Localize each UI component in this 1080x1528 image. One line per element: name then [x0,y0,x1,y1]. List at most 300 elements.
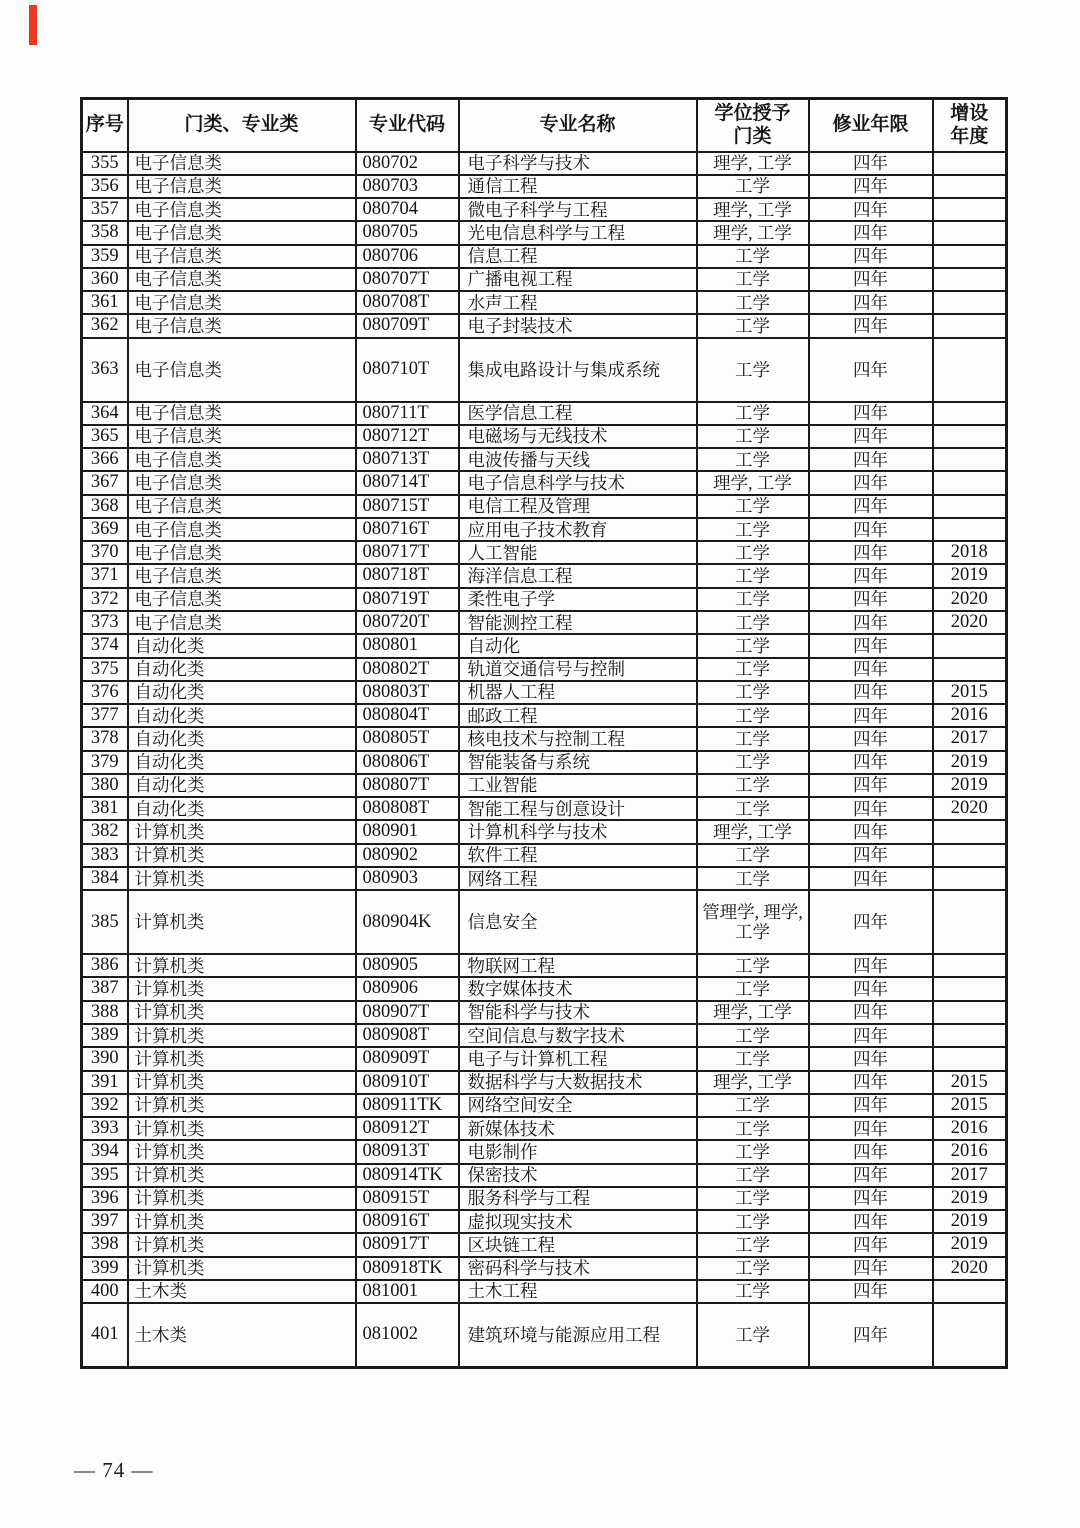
cell-category: 自动化类 [128,751,356,774]
cell-year_added: 2019 [933,1187,1007,1210]
cell-category: 自动化类 [128,797,356,820]
table-row [82,338,1007,402]
cell-code: 080901 [356,820,459,843]
cell-code: 080718T [356,564,459,587]
cell-degree: 工学 [697,1210,809,1233]
table-row [82,658,1007,681]
cell-code: 080905 [356,954,459,977]
table-row [82,425,1007,448]
cell-degree: 工学 [697,1164,809,1187]
cell-name: 空间信息与数字技术 [459,1024,697,1047]
cell-name: 区块链工程 [459,1233,697,1256]
cell-year_added [933,1001,1007,1024]
cell-code: 080917T [356,1233,459,1256]
cell-name: 光电信息科学与工程 [459,221,697,244]
cell-no: 365 [82,425,128,448]
cell-code: 080916T [356,1210,459,1233]
cell-category: 计算机类 [128,954,356,977]
cell-degree: 工学 [697,541,809,564]
cell-year_added [933,175,1007,198]
cell-no: 401 [82,1303,128,1367]
cell-name: 微电子科学与工程 [459,198,697,221]
cell-category: 电子信息类 [128,221,356,244]
cell-category: 计算机类 [128,1140,356,1163]
cell-years: 四年 [809,291,933,314]
cell-year_added: 2020 [933,797,1007,820]
cell-degree: 理学, 工学 [697,1071,809,1094]
cell-year_added [933,291,1007,314]
cell-no: 382 [82,820,128,843]
cell-degree: 工学 [697,704,809,727]
header-row [82,99,1007,152]
cell-degree: 工学 [697,1094,809,1117]
cell-code: 081001 [356,1280,459,1303]
cell-name: 医学信息工程 [459,402,697,425]
cell-name: 电信工程及管理 [459,495,697,518]
cell-year_added: 2019 [933,751,1007,774]
cell-years: 四年 [809,541,933,564]
cell-name: 轨道交通信号与控制 [459,658,697,681]
cell-code: 080903 [356,867,459,890]
cell-code: 080902 [356,844,459,867]
cell-no: 373 [82,611,128,634]
cell-code: 080804T [356,704,459,727]
cell-code: 080714T [356,471,459,494]
cell-category: 电子信息类 [128,611,356,634]
cell-code: 080913T [356,1140,459,1163]
table-row [82,1257,1007,1280]
cell-code: 080717T [356,541,459,564]
cell-code: 080908T [356,1024,459,1047]
cell-year_added: 2020 [933,588,1007,611]
cell-years: 四年 [809,564,933,587]
cell-no: 363 [82,338,128,402]
cell-category: 电子信息类 [128,268,356,291]
cell-category: 电子信息类 [128,175,356,198]
cell-code: 080712T [356,425,459,448]
cell-category: 计算机类 [128,820,356,843]
cell-years: 四年 [809,751,933,774]
cell-no: 391 [82,1071,128,1094]
cell-no: 367 [82,471,128,494]
cell-code: 080719T [356,588,459,611]
cell-no: 372 [82,588,128,611]
table-row [82,1094,1007,1117]
cell-name: 物联网工程 [459,954,697,977]
cell-no: 381 [82,797,128,820]
cell-no: 374 [82,634,128,657]
cell-degree: 工学 [697,291,809,314]
cell-year_added [933,448,1007,471]
cell-years: 四年 [809,774,933,797]
cell-years: 四年 [809,1187,933,1210]
cell-years: 四年 [809,402,933,425]
cell-no: 370 [82,541,128,564]
cell-code: 080703 [356,175,459,198]
cell-years: 四年 [809,1303,933,1367]
cell-no: 387 [82,977,128,1000]
cell-no: 394 [82,1140,128,1163]
cell-degree: 工学 [697,402,809,425]
cell-years: 四年 [809,681,933,704]
cell-category: 电子信息类 [128,471,356,494]
cell-category: 计算机类 [128,1071,356,1094]
cell-category: 自动化类 [128,774,356,797]
cell-years: 四年 [809,1164,933,1187]
cell-name: 电子科学与技术 [459,152,697,175]
cell-category: 土木类 [128,1280,356,1303]
cell-code: 081002 [356,1303,459,1367]
cell-years: 四年 [809,314,933,337]
cell-degree: 工学 [697,1024,809,1047]
cell-category: 计算机类 [128,1047,356,1070]
cell-category: 电子信息类 [128,198,356,221]
cell-year_added [933,867,1007,890]
cell-name: 数据科学与大数据技术 [459,1071,697,1094]
cell-years: 四年 [809,268,933,291]
majors-table-container [80,97,1007,1369]
cell-category: 电子信息类 [128,425,356,448]
cell-years: 四年 [809,820,933,843]
cell-category: 计算机类 [128,1024,356,1047]
cell-name: 计算机科学与技术 [459,820,697,843]
cell-category: 电子信息类 [128,245,356,268]
cell-no: 360 [82,268,128,291]
cell-code: 080915T [356,1187,459,1210]
cell-no: 368 [82,495,128,518]
cell-degree: 工学 [697,425,809,448]
cell-year_added: 2020 [933,611,1007,634]
cell-years: 四年 [809,1117,933,1140]
table-row [82,245,1007,268]
cell-no: 395 [82,1164,128,1187]
cell-years: 四年 [809,1001,933,1024]
cell-no: 371 [82,564,128,587]
cell-code: 080720T [356,611,459,634]
cell-category: 计算机类 [128,1257,356,1280]
cell-years: 四年 [809,867,933,890]
cell-no: 392 [82,1094,128,1117]
cell-no: 389 [82,1024,128,1047]
cell-no: 399 [82,1257,128,1280]
cell-no: 390 [82,1047,128,1070]
cell-degree: 工学 [697,1257,809,1280]
cell-name: 电子信息科学与技术 [459,471,697,494]
cell-category: 电子信息类 [128,495,356,518]
cell-years: 四年 [809,471,933,494]
cell-category: 计算机类 [128,1164,356,1187]
cell-name: 电磁场与无线技术 [459,425,697,448]
cell-years: 四年 [809,797,933,820]
cell-degree: 工学 [697,448,809,471]
red-scroll-mark [29,5,37,45]
cell-category: 电子信息类 [128,314,356,337]
cell-degree: 理学, 工学 [697,221,809,244]
table-row [82,977,1007,1000]
cell-code: 080711T [356,402,459,425]
cell-name: 应用电子技术教育 [459,518,697,541]
cell-no: 385 [82,890,128,954]
cell-code: 080705 [356,221,459,244]
cell-no: 357 [82,198,128,221]
table-row [82,634,1007,657]
cell-name: 自动化 [459,634,697,657]
cell-year_added: 2017 [933,1164,1007,1187]
cell-year_added [933,844,1007,867]
cell-no: 355 [82,152,128,175]
cell-category: 计算机类 [128,1094,356,1117]
cell-name: 虚拟现实技术 [459,1210,697,1233]
cell-name: 海洋信息工程 [459,564,697,587]
cell-code: 080808T [356,797,459,820]
cell-no: 393 [82,1117,128,1140]
cell-year_added [933,198,1007,221]
cell-code: 080713T [356,448,459,471]
cell-no: 364 [82,402,128,425]
header-year-added: 增设年度 [933,99,1007,152]
cell-code: 080912T [356,1117,459,1140]
cell-year_added [933,658,1007,681]
cell-degree: 工学 [697,268,809,291]
cell-years: 四年 [809,198,933,221]
table-row [82,1071,1007,1094]
cell-degree: 工学 [697,727,809,750]
table-row [82,564,1007,587]
cell-code: 080710T [356,338,459,402]
cell-name: 信息工程 [459,245,697,268]
cell-name: 信息安全 [459,890,697,954]
cell-years: 四年 [809,844,933,867]
cell-degree: 工学 [697,1140,809,1163]
cell-years: 四年 [809,175,933,198]
cell-code: 080803T [356,681,459,704]
cell-code: 080904K [356,890,459,954]
table-row [82,175,1007,198]
cell-code: 080910T [356,1071,459,1094]
cell-code: 080806T [356,751,459,774]
table-row [82,611,1007,634]
cell-code: 080704 [356,198,459,221]
cell-year_added: 2019 [933,1233,1007,1256]
table-row [82,1164,1007,1187]
table-row [82,541,1007,564]
cell-degree: 工学 [697,867,809,890]
cell-degree: 工学 [697,1280,809,1303]
cell-name: 网络空间安全 [459,1094,697,1117]
cell-code: 080906 [356,977,459,1000]
cell-category: 电子信息类 [128,152,356,175]
cell-category: 自动化类 [128,634,356,657]
cell-category: 自动化类 [128,681,356,704]
cell-years: 四年 [809,338,933,402]
table-row [82,844,1007,867]
cell-degree: 工学 [697,495,809,518]
cell-degree: 工学 [697,588,809,611]
cell-year_added [933,338,1007,402]
cell-name: 水声工程 [459,291,697,314]
table-body [82,152,1007,1368]
cell-year_added: 2016 [933,704,1007,727]
cell-code: 080709T [356,314,459,337]
cell-code: 080914TK [356,1164,459,1187]
cell-year_added: 2019 [933,564,1007,587]
cell-name: 通信工程 [459,175,697,198]
table-row [82,221,1007,244]
cell-degree: 理学, 工学 [697,1001,809,1024]
table-row [82,797,1007,820]
cell-no: 362 [82,314,128,337]
cell-degree: 工学 [697,1117,809,1140]
cell-year_added: 2015 [933,1071,1007,1094]
cell-name: 数字媒体技术 [459,977,697,1000]
cell-degree: 理学, 工学 [697,820,809,843]
cell-years: 四年 [809,1071,933,1094]
cell-name: 机器人工程 [459,681,697,704]
cell-category: 计算机类 [128,1233,356,1256]
table-row [82,1117,1007,1140]
cell-no: 384 [82,867,128,890]
cell-year_added: 2018 [933,541,1007,564]
cell-year_added: 2016 [933,1140,1007,1163]
cell-code: 080715T [356,495,459,518]
cell-name: 人工智能 [459,541,697,564]
header-code: 专业代码 [356,99,459,152]
cell-year_added [933,820,1007,843]
table-row [82,471,1007,494]
table-row [82,198,1007,221]
cell-no: 383 [82,844,128,867]
cell-degree: 工学 [697,245,809,268]
cell-code: 080805T [356,727,459,750]
cell-name: 广播电视工程 [459,268,697,291]
cell-code: 080802T [356,658,459,681]
cell-no: 396 [82,1187,128,1210]
cell-no: 378 [82,727,128,750]
cell-degree: 理学, 工学 [697,152,809,175]
cell-code: 080907T [356,1001,459,1024]
cell-name: 建筑环境与能源应用工程 [459,1303,697,1367]
cell-category: 计算机类 [128,1210,356,1233]
cell-degree: 工学 [697,751,809,774]
cell-degree: 理学, 工学 [697,471,809,494]
cell-no: 375 [82,658,128,681]
cell-category: 电子信息类 [128,518,356,541]
page-number: — 74 — [74,1458,154,1482]
cell-no: 380 [82,774,128,797]
cell-no: 400 [82,1280,128,1303]
header-no: 序号 [82,99,128,152]
cell-code: 080918TK [356,1257,459,1280]
cell-years: 四年 [809,1233,933,1256]
table-row [82,1280,1007,1303]
cell-name: 核电技术与控制工程 [459,727,697,750]
table-row [82,890,1007,954]
table-row [82,495,1007,518]
cell-code: 080707T [356,268,459,291]
cell-category: 计算机类 [128,1001,356,1024]
cell-category: 电子信息类 [128,338,356,402]
cell-degree: 工学 [697,774,809,797]
table-row [82,1024,1007,1047]
table-row [82,1140,1007,1163]
table-header [82,99,1007,152]
cell-no: 377 [82,704,128,727]
cell-no: 366 [82,448,128,471]
cell-code: 080708T [356,291,459,314]
table-row [82,1001,1007,1024]
cell-code: 080702 [356,152,459,175]
table-row [82,152,1007,175]
cell-years: 四年 [809,1140,933,1163]
cell-years: 四年 [809,1047,933,1070]
cell-year_added [933,495,1007,518]
cell-years: 四年 [809,448,933,471]
cell-degree: 理学, 工学 [697,198,809,221]
cell-no: 388 [82,1001,128,1024]
cell-name: 柔性电子学 [459,588,697,611]
cell-category: 电子信息类 [128,448,356,471]
cell-name: 集成电路设计与集成系统 [459,338,697,402]
majors-table [80,97,1008,1369]
cell-year_added [933,1280,1007,1303]
table-row [82,314,1007,337]
cell-year_added [933,518,1007,541]
cell-degree: 工学 [697,681,809,704]
cell-year_added [933,1303,1007,1367]
cell-degree: 工学 [697,518,809,541]
cell-years: 四年 [809,890,933,954]
cell-no: 379 [82,751,128,774]
cell-name: 保密技术 [459,1164,697,1187]
cell-years: 四年 [809,1210,933,1233]
cell-year_added [933,152,1007,175]
cell-years: 四年 [809,658,933,681]
cell-name: 土木工程 [459,1280,697,1303]
cell-degree: 工学 [697,1187,809,1210]
cell-years: 四年 [809,245,933,268]
cell-category: 土木类 [128,1303,356,1367]
cell-no: 369 [82,518,128,541]
cell-category: 自动化类 [128,704,356,727]
table-row [82,268,1007,291]
cell-years: 四年 [809,221,933,244]
cell-degree: 工学 [697,1303,809,1367]
cell-name: 智能工程与创意设计 [459,797,697,820]
table-row [82,1187,1007,1210]
cell-category: 计算机类 [128,977,356,1000]
cell-degree: 工学 [697,954,809,977]
cell-degree: 工学 [697,1047,809,1070]
header-years: 修业年限 [809,99,933,152]
cell-years: 四年 [809,588,933,611]
cell-years: 四年 [809,727,933,750]
cell-name: 软件工程 [459,844,697,867]
header-name: 专业名称 [459,99,697,152]
cell-code: 080807T [356,774,459,797]
cell-year_added: 2015 [933,681,1007,704]
cell-year_added: 2019 [933,774,1007,797]
cell-year_added [933,471,1007,494]
cell-no: 376 [82,681,128,704]
cell-category: 计算机类 [128,867,356,890]
cell-category: 电子信息类 [128,588,356,611]
cell-code: 080909T [356,1047,459,1070]
cell-years: 四年 [809,1094,933,1117]
cell-years: 四年 [809,152,933,175]
header-degree: 学位授予门类 [697,99,809,152]
cell-name: 密码科学与技术 [459,1257,697,1280]
table-row [82,291,1007,314]
